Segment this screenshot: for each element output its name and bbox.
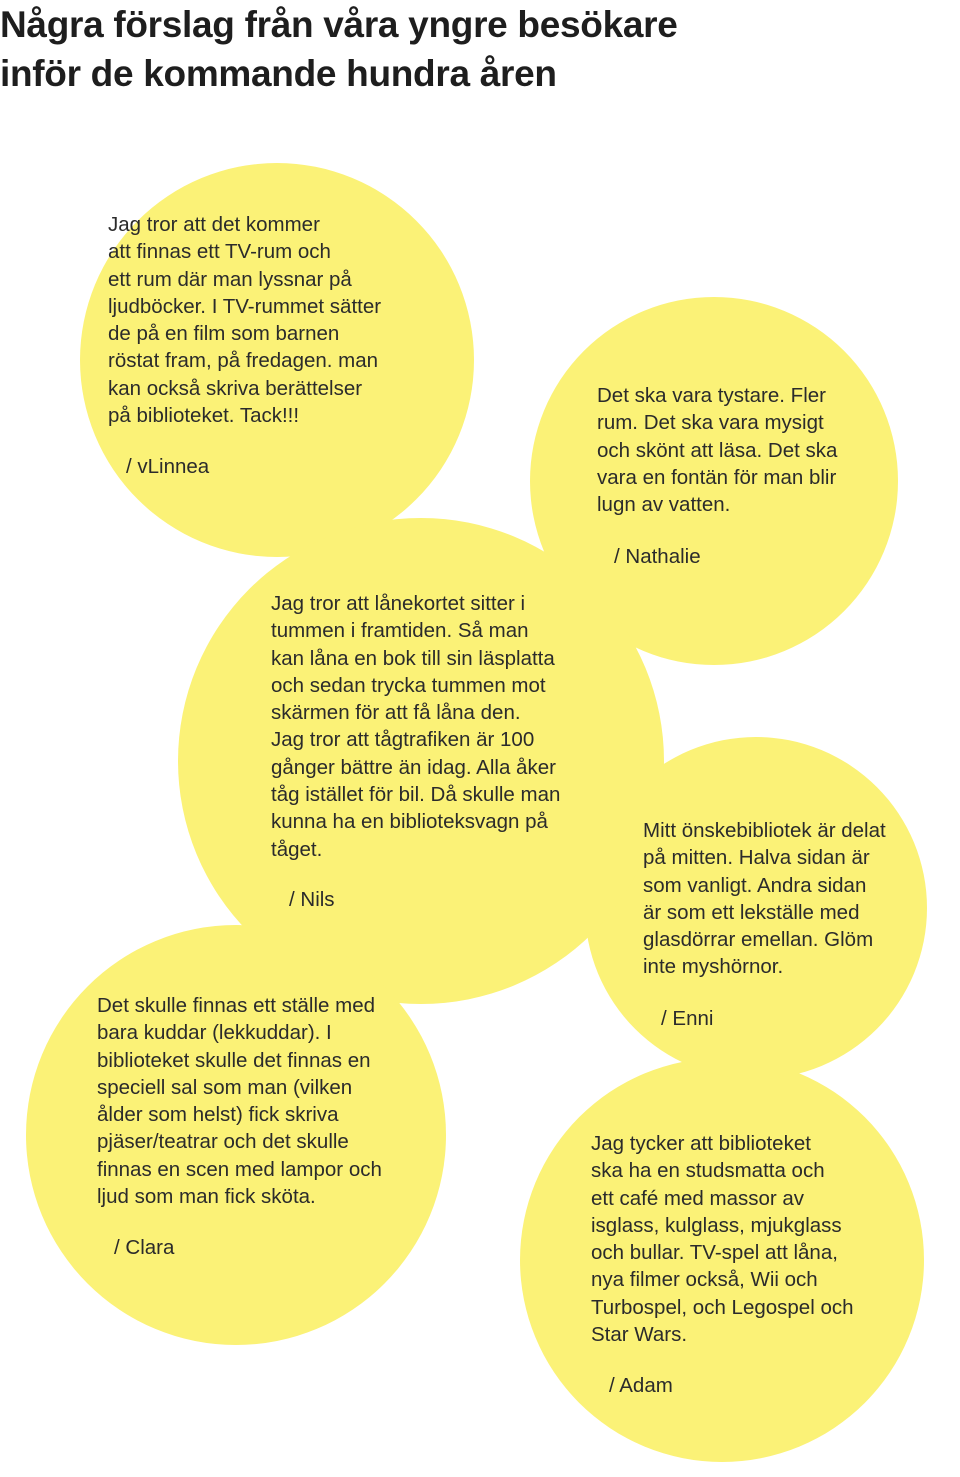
page-title (0, 0, 678, 98)
signature-clara: / Clara (114, 1236, 175, 1259)
signature-nathalie: / Nathalie (614, 545, 701, 568)
signature-nils: / Nils (289, 888, 335, 911)
note-nathalie: Det ska vara tystare. Fler rum. Det ska vara mysigt och skönt att läsa. Det ska vara en fontän för man blir lugn av vatten. (597, 384, 838, 517)
signature-enni: / Enni (661, 1007, 714, 1030)
note-linnea: Jag tror att det kommer att finnas ett TV-rum och ett rum där man lyssnar på ljudböcker. I TV-rummet sätter de på en film som barnen röstat fram, på fredagen. man kan också skriva berättelser på biblioteket. Tack!!! (108, 213, 382, 428)
note-adam: Jag tycker att biblioteket ska ha en studsmatta och ett café med massor av isglass, kulglass, mjukglass och bullar. TV-spel att låna, nya filmer också, Wii och Turbospel, och Legospel och Star Wars. (591, 1132, 854, 1347)
page-title-line-2: inför de kommande hundra åren (0, 53, 557, 94)
note-nils: Jag tror att lånekortet sitter i tummen i framtiden. Så man kan låna en bok till sin läsplatta och sedan trycka tummen mot skärmen för att få låna den. Jag tror att tågtrafiken är 100 gånger bättre än idag. Alla åker tåg istället för bil. Då skulle man kunna ha en biblioteksvagn på tåget. (271, 592, 561, 861)
note-enni: Mitt önskebibliotek är delat på mitten. Halva sidan är som vanligt. Andra sidan är som ett lekställe med glasdörrar emellan. Glöm inte myshörnor. (643, 819, 886, 979)
page-title-line-1: Några förslag från våra yngre besökare (0, 4, 678, 45)
signature-linnea: / vLinnea (126, 455, 210, 478)
signature-adam: / Adam (609, 1374, 673, 1397)
note-clara: Det skulle finnas ett ställe med bara kuddar (lekkuddar). I biblioteket skulle det finnas en speciell sal som man (vilken ålder som helst) fick skriva pjäser/teatrar och det skulle finnas en scen med lampor och ljud som man fick sköta. (97, 994, 382, 1209)
